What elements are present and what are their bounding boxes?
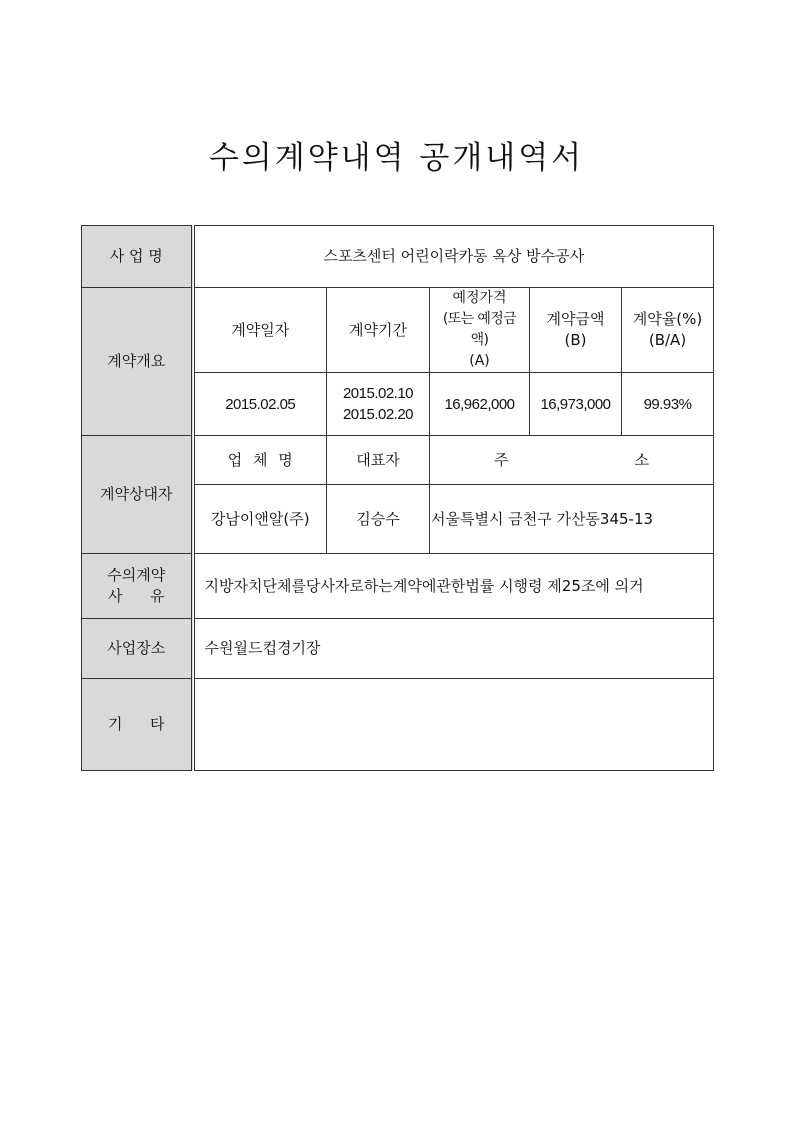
representative-value: 김승수 xyxy=(327,485,430,554)
contract-rate-header-line2: (B/A) xyxy=(648,331,687,349)
address-header-a: 주 xyxy=(494,450,509,469)
reason-label xyxy=(82,554,193,619)
contract-period-end: 2015.02.20 xyxy=(342,406,414,423)
reason-label-b: 유 xyxy=(150,587,165,605)
contract-rate-value: 99.93% xyxy=(622,373,714,436)
contract-period-header: 계약기간 xyxy=(327,288,430,373)
reason-label-line1: 수의계약 xyxy=(107,566,166,584)
etc-row xyxy=(82,679,714,771)
contract-period-value xyxy=(327,373,430,436)
contract-amount-header-line1: 계약금액 xyxy=(546,310,605,328)
etc-label xyxy=(82,679,193,771)
disclosure-table xyxy=(81,225,714,771)
company-value: 강남이앤알(주) xyxy=(193,485,327,554)
contract-label: 계약개요 xyxy=(82,288,193,436)
site-row xyxy=(82,619,714,679)
etc-value xyxy=(193,679,714,771)
contract-amount-value: 16,973,000 xyxy=(530,373,622,436)
reason-row xyxy=(82,554,714,619)
estimated-price-value: 16,962,000 xyxy=(430,373,530,436)
contract-period-start: 2015.02.10 xyxy=(342,385,414,402)
estimated-price-header xyxy=(430,288,530,373)
etc-label-a: 기 xyxy=(108,715,123,733)
estimated-price-header-line1: 예정가격 xyxy=(452,290,507,306)
reason-value: 지방자치단체를당사자로하는계약에관한법률 시행령 제25조에 의거 xyxy=(193,554,714,619)
etc-label-b: 타 xyxy=(150,715,165,733)
project-value: 스포츠센터 어린이락카동 옥상 방수공사 xyxy=(193,226,714,288)
counterparty-header-row xyxy=(82,436,714,485)
reason-label-a: 사 xyxy=(108,587,123,605)
contract-header-row xyxy=(82,288,714,373)
project-row xyxy=(82,226,714,288)
contract-date-value: 2015.02.05 xyxy=(193,373,327,436)
site-label: 사업장소 xyxy=(82,619,193,679)
address-header-b: 소 xyxy=(634,450,650,469)
contract-date-header: 계약일자 xyxy=(193,288,327,373)
contract-amount-header-line2: (B) xyxy=(564,331,587,349)
contract-rate-header-line1: 계약율(%) xyxy=(632,310,703,328)
contract-rate-header xyxy=(622,288,714,373)
address-value: 서울특별시 금천구 가산동345-13 xyxy=(430,485,714,554)
project-label: 사 업 명 xyxy=(82,226,193,288)
site-value: 수원월드컵경기장 xyxy=(193,619,714,679)
company-header: 업 체 명 xyxy=(193,436,327,485)
representative-header: 대표자 xyxy=(327,436,430,485)
counterparty-label: 계약상대자 xyxy=(82,436,193,554)
address-header xyxy=(430,436,714,485)
contract-amount-header xyxy=(530,288,622,373)
estimated-price-header-line3: (A) xyxy=(469,353,490,369)
page-title: 수의계약내역 공개내역서 xyxy=(208,140,585,176)
estimated-price-header-line2: (또는 예정금액) xyxy=(442,311,517,348)
